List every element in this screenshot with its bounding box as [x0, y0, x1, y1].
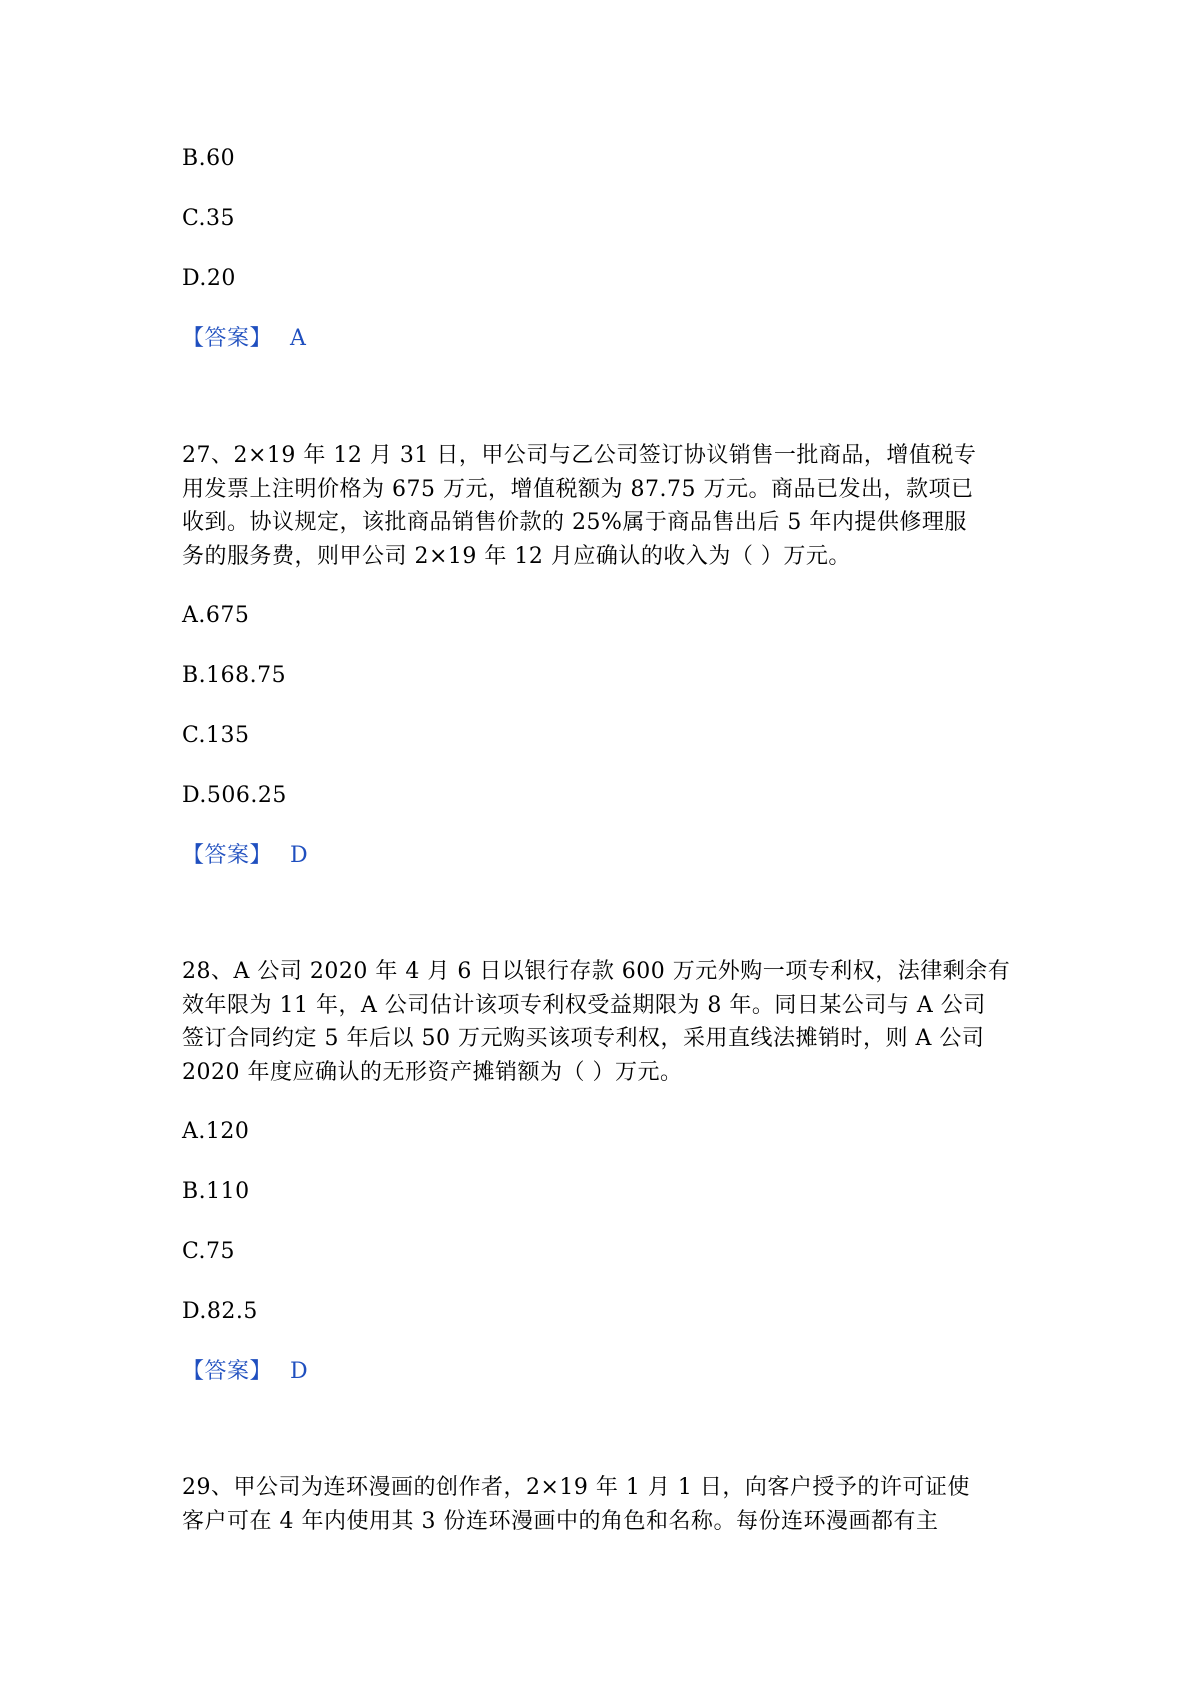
q27-text-line-3: 收到。协议规定，该批商品销售价款的 25%属于商品售出后 5 年内提供修理服	[182, 510, 967, 535]
q26-option-b: B.60	[182, 146, 236, 171]
q27-option-c: C.135	[182, 723, 250, 748]
q27-answer	[182, 840, 308, 872]
q28-option-b: B.110	[182, 1179, 250, 1204]
q28-option-d: D.82.5	[182, 1299, 258, 1324]
q27-text-line-2: 用发票上注明价格为 675 万元，增值税额为 87.75 万元。商品已发出，款项已	[182, 477, 974, 502]
q27-text-line-4: 务的服务费，则甲公司 2×19 年 12 月应确认的收入为（ ）万元。	[182, 544, 851, 569]
q26-answer-label: 【答案】	[182, 326, 273, 351]
q28-text-line-1: 28、A 公司 2020 年 4 月 6 日以银行存款 600 万元外购一项专利权，法律剩余有	[182, 959, 1011, 984]
q27-option-d: D.506.25	[182, 783, 287, 808]
q27-option-a: A.675	[182, 603, 250, 628]
q28-option-a: A.120	[182, 1119, 250, 1144]
q26-option-c: C.35	[182, 206, 236, 231]
q28-answer	[182, 1356, 308, 1388]
q27-option-b: B.168.75	[182, 663, 287, 688]
q28-text-line-2: 效年限为 11 年，A 公司估计该项专利权受益期限为 8 年。同日某公司与 A 公司	[182, 993, 986, 1018]
q28-answer-label: 【答案】	[182, 1359, 273, 1384]
q28-answer-value: D	[290, 1359, 309, 1384]
q28-text-line-3: 签订合同约定 5 年后以 50 万元购买该项专利权，采用直线法摊销时，则 A 公司	[182, 1026, 985, 1051]
q27-answer-value: D	[290, 843, 309, 868]
q29-text-line-2: 客户可在 4 年内使用其 3 份连环漫画中的角色和名称。每份连环漫画都有主	[182, 1509, 939, 1534]
q27-text-line-1: 27、2×19 年 12 月 31 日，甲公司与乙公司签订协议销售一批商品，增值税专	[182, 443, 977, 468]
q29-text-line-1: 29、甲公司为连环漫画的创作者，2×19 年 1 月 1 日，向客户授予的许可证使	[182, 1475, 970, 1500]
q28-option-c: C.75	[182, 1239, 236, 1264]
q26-answer-value: A	[290, 326, 307, 351]
q26-answer	[182, 323, 306, 355]
q28-text-line-4: 2020 年度应确认的无形资产摊销额为（ ）万元。	[182, 1060, 683, 1085]
q27-answer-label: 【答案】	[182, 843, 273, 868]
q26-option-d: D.20	[182, 266, 236, 291]
